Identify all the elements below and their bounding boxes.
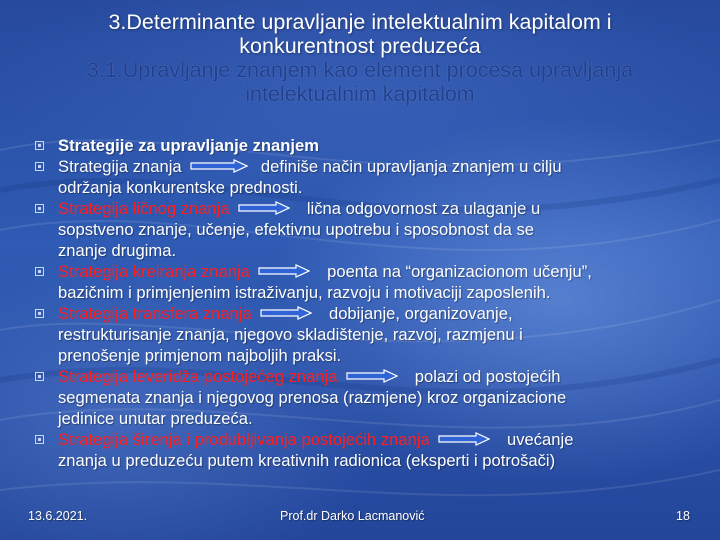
list-item [0, 156, 720, 198]
description-continued: segmenata znanja i njegovog prenosa (razmjene) kroz organizacione [58, 388, 567, 407]
strategy-term: Strategija kreiranja znanja [58, 262, 250, 281]
description-continued: restrukturisanje znanja, njegovo skladištenje, razvoj, razmjenu i [58, 325, 523, 344]
list-item [0, 366, 720, 429]
square-bullet-icon [35, 435, 44, 444]
list-item [0, 198, 720, 261]
strategy-term: Strategija znanja [58, 157, 182, 176]
strategy-term: Strategija leveridža postojećeg znanja [58, 367, 338, 386]
strategy-description: polazi od postojećih [414, 367, 561, 386]
title-line-1: 3.Determinante upravljanje intelektualnim kapitalom i [108, 10, 612, 34]
description-continued: znanje drugima. [58, 241, 177, 260]
arrow-right-icon [190, 159, 248, 173]
list-item [0, 261, 720, 303]
strategy-description: dobijanje, organizovanje, [328, 304, 513, 323]
bullet-heading: Strategije za upravljanje znanjem [58, 136, 319, 155]
footer-author: Prof.dr Darko Lacmanović [280, 509, 425, 523]
description-continued: bazičnim i primjenjenim istraživanju, razvoju i motivaciji zaposlenih. [58, 283, 551, 302]
description-continued: znanja u preduzeću putem kreativnih radionica (eksperti i potrošači) [58, 451, 556, 470]
description-continued: prenošenje primjenom najboljih praksi. [58, 346, 342, 365]
description-continued: sopstveno znanje, učenje, efektivnu upotrebu i sposobnost da se [58, 220, 535, 239]
square-bullet-icon [35, 162, 44, 171]
description-continued: jedinice unutar preduzeća. [58, 409, 253, 428]
square-bullet-icon [35, 141, 44, 150]
arrow-right-icon [260, 306, 312, 320]
strategy-description: definiše način upravljanja znanjem u cilju [260, 157, 562, 176]
subtitle-line-2: intelektualnim kapitalom [245, 82, 475, 106]
arrow-right-icon [438, 432, 490, 446]
square-bullet-icon [35, 267, 44, 276]
square-bullet-icon [35, 372, 44, 381]
strategy-description: poenta na “organizacionom učenju”, [327, 262, 592, 281]
square-bullet-icon [35, 309, 44, 318]
bullet-list [0, 135, 720, 471]
strategy-term: Strategija širenja i produbljivanja postojećih znanja [58, 430, 430, 449]
strategy-term: Strategija ličnog znanja [58, 199, 230, 218]
slide-title [40, 10, 680, 106]
description-continued: održanja konkurentske prednosti. [58, 178, 303, 197]
strategy-description: lična odgovornost za ulaganje u [306, 199, 541, 218]
strategy-description: uvećanje [507, 430, 574, 449]
arrow-right-icon [346, 369, 398, 383]
page-number: 18 [676, 509, 690, 523]
list-item-heading [0, 135, 720, 156]
arrow-right-icon [238, 201, 290, 215]
square-bullet-icon [35, 204, 44, 213]
title-line-2: konkurentnost preduzeća [239, 34, 481, 58]
arrow-right-icon [258, 264, 310, 278]
list-item [0, 429, 720, 471]
footer-date: 13.6.2021. [28, 509, 88, 523]
subtitle-line-1: 3.1.Upravljanje znanjem kao element procesa upravljanja [86, 58, 634, 82]
strategy-term: Strategija transfera znanja [58, 304, 252, 323]
list-item [0, 303, 720, 366]
